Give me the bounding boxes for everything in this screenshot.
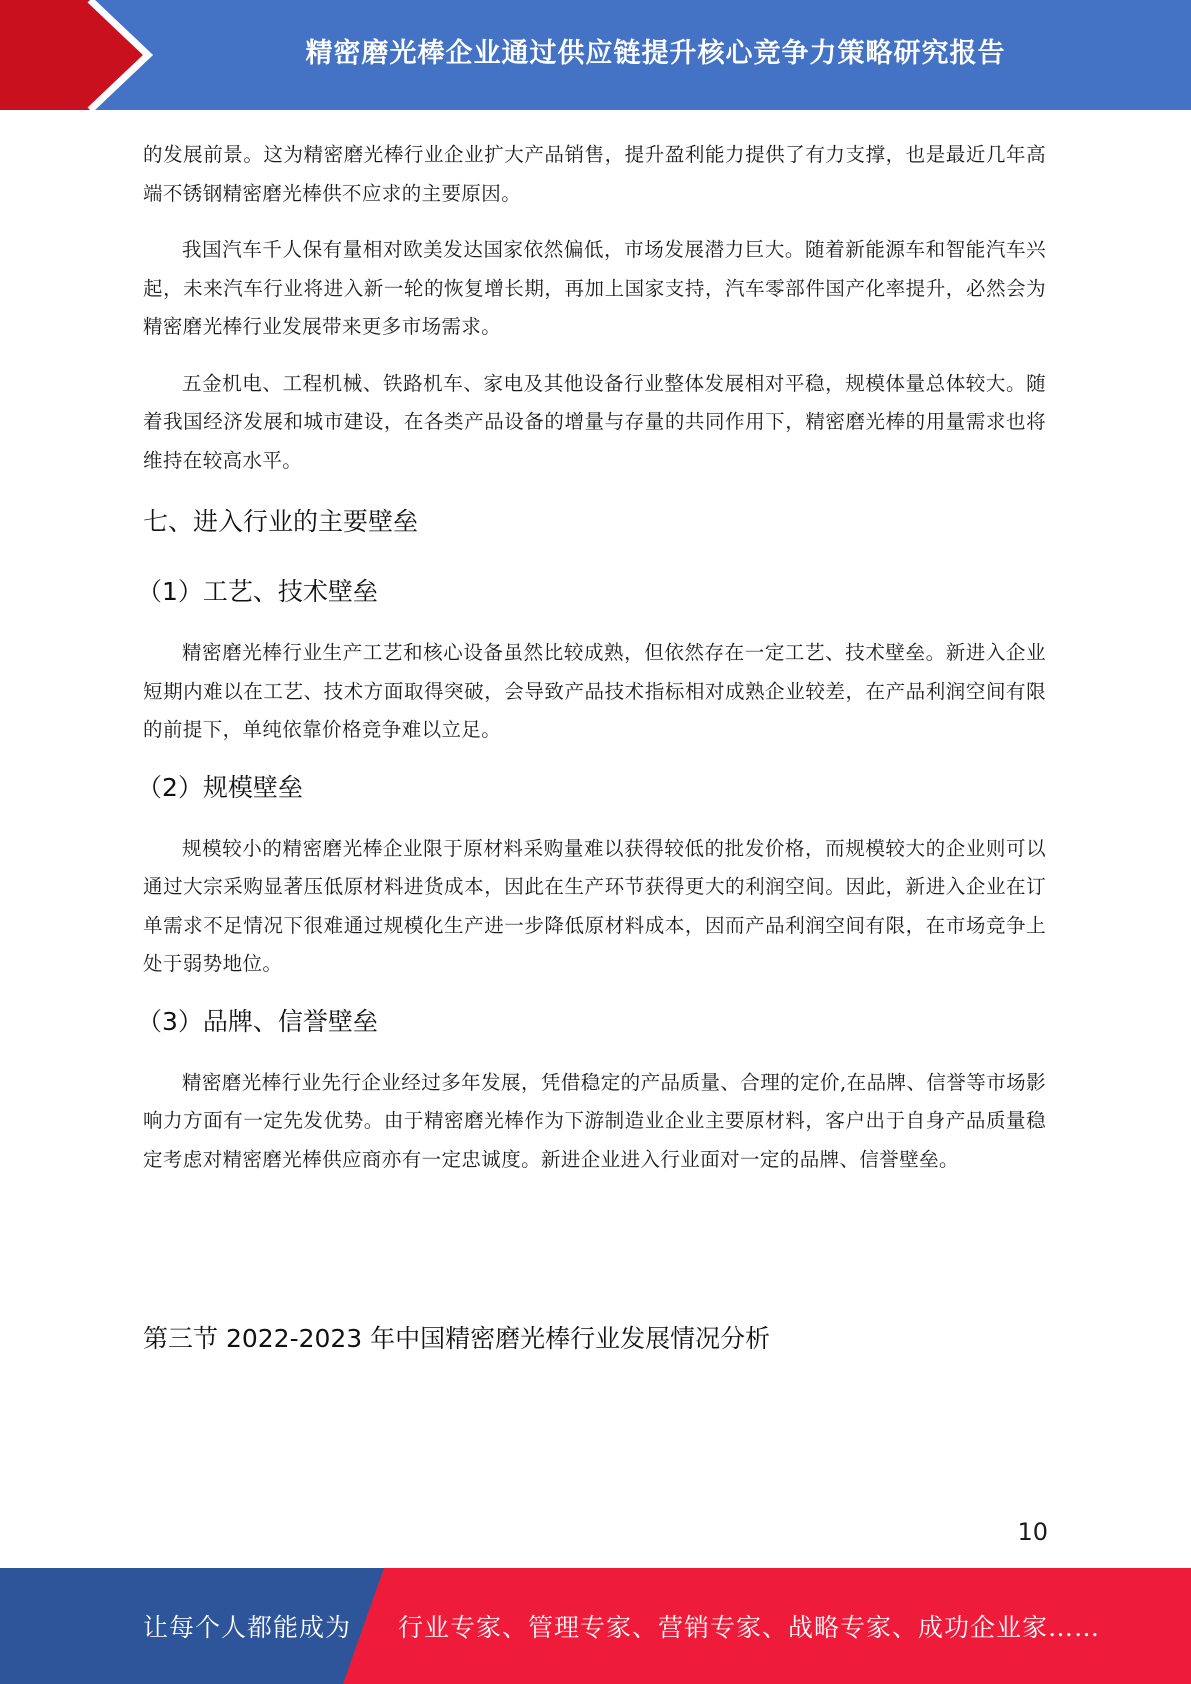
footer-slogan-right: 行业专家、管理专家、营销专家、战略专家、成功企业家…… [398,1613,1101,1642]
page-content [137,136,1046,1359]
subheading-scale-barrier: （2）规模壁垒 [137,772,303,802]
paragraph-tech-barrier: 精密磨光棒行业生产工艺和核心设备虽然比较成熟，但依然存在一定工艺、技术壁垒。新进入企业短期内难以在工艺、技术方面取得突破，会导致产品技术指标相对成熟企业较差，在产品利润空间有限的前提下，单纯依靠价格竞争难以立足。 [143,641,1046,741]
paragraph-scale-barrier: 规模较小的精密磨光棒企业限于原材料采购量难以获得较低的批发价格，而规模较大的企业则可以通过大宗采购显著压低原材料进货成本，因此在生产环节获得更大的利润空间。因此，新进入企业在订单需求不足情况下很难通过规模化生产进一步降低原材料成本，因而产品利润空间有限，在市场竞争上处于弱势地位。 [143,836,1046,975]
page-number: 10 [1017,1518,1048,1546]
paragraph-brand-barrier: 精密磨光棒行业先行企业经过多年发展，凭借稳定的产品质量、合理的定价,在品牌、信誉等市场影响力方面有一定先发优势。由于精密磨光棒作为下游制造业企业主要原材料，客户出于自身产品质量稳定考虑对精密磨光棒供应商亦有一定忠诚度。新进企业进入行业面对一定的品牌、信誉壁垒。 [143,1070,1046,1171]
subheading-tech-barrier: （1）工艺、技术壁垒 [137,577,378,606]
footer-slogan-left: 让每个人都能成为 [143,1613,352,1642]
page-header [0,0,1191,110]
subheading-brand-barrier: （3）品牌、信誉壁垒 [137,1006,378,1036]
paragraph-machinery: 五金机电、工程机械、铁路机车、家电及其他设备行业整体发展相对平稳，规模体量总体较大。随着我国经济发展和城市建设，在各类产品设备的增量与存量的共同作用下，精密磨光棒的用量需求也将维持在较高水平。 [143,371,1046,472]
report-title: 精密磨光棒企业通过供应链提升核心竞争力策略研究报告 [305,37,1006,69]
paragraph-automotive: 我国汽车千人保有量相对欧美发达国家依然偏低，市场发展潜力巨大。随着新能源车和智能汽车兴起，未来汽车行业将进入新一轮的恢复增长期，再加上国家支持，汽车零部件国产化率提升，必然会为精密磨光棒行业发展带来更多市场需求。 [143,238,1046,338]
page-footer [0,1568,1191,1684]
paragraph-continued: 的发展前景。这为精密磨光棒行业企业扩大产品销售，提升盈利能力提供了有力支撑，也是最近几年高端不锈钢精密磨光棒供不应求的主要原因。 [143,143,1046,205]
section-heading-barriers: 七、进入行业的主要壁垒 [143,507,419,536]
chapter-heading: 第三节 2022-2023 年中国精密磨光棒行业发展情况分析 [143,1324,771,1353]
